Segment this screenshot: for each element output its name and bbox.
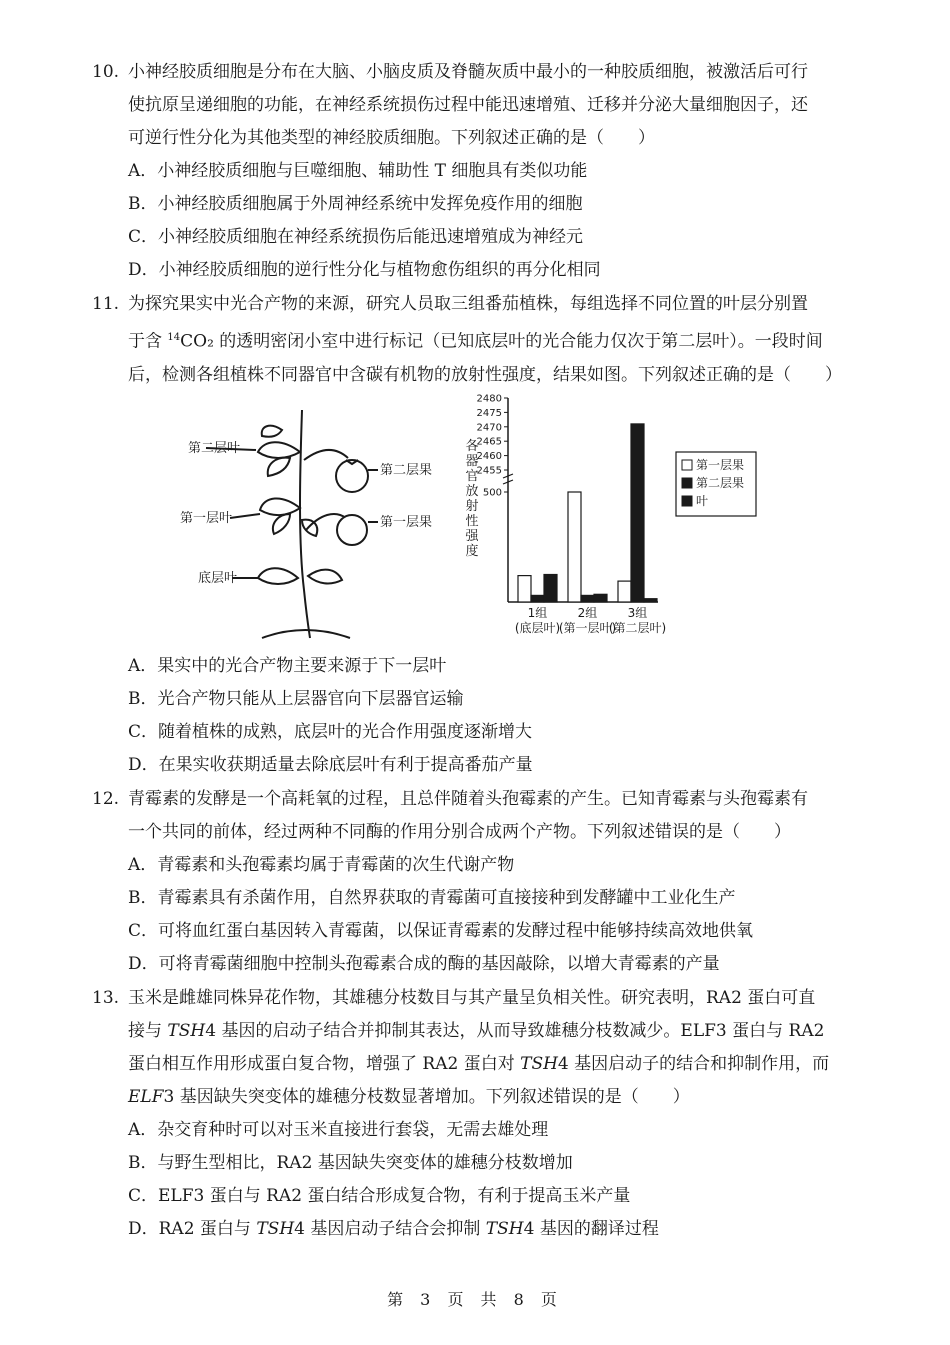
stem-line: 为探究果实中光合产物的来源，研究人员取三组番茄植株，每组选择不同位置的叶层分别置 xyxy=(128,294,808,314)
bar-1 xyxy=(618,581,631,602)
stem-line xyxy=(128,1015,852,1048)
option-b[interactable]: B．光合产物只能从上层器官向下层器官运输 xyxy=(128,689,464,709)
option-d[interactable] xyxy=(128,1213,848,1246)
y-tick-label: 2480 xyxy=(476,393,502,405)
option-b[interactable]: B．青霉素具有杀菌作用，自然界获取的青霉菌可直接接种到发酵罐中工业化生产 xyxy=(128,888,736,908)
bar-3 xyxy=(644,599,657,602)
option-b[interactable]: B．小神经胶质细胞属于外周神经系统中发挥免疫作用的细胞 xyxy=(128,194,583,214)
stem-text: 4 基因启动子的结合和抑制作用，而 xyxy=(557,1054,830,1074)
bar-3 xyxy=(594,594,607,602)
legend-swatch xyxy=(682,460,692,470)
stem-line: 后，检测各组植株不同器官中含碳有机物的放射性强度，结果如图。下列叙述正确的是（ ） xyxy=(128,364,842,385)
bar-2 xyxy=(631,424,644,602)
page-footer: 第 3 页 共 8 页 xyxy=(387,1290,563,1309)
question-stem xyxy=(128,982,852,1114)
option-c[interactable]: C．ELF3 蛋白与 RA2 蛋白结合形成复合物，有利于提高玉米产量 xyxy=(128,1186,631,1206)
x-category-label: 2组 xyxy=(577,606,598,620)
stem-line: 玉米是雌雄同株异花作物，其雄穗分枝数目与其产量呈负相关性。研究表明，RA2 蛋白可直 xyxy=(128,988,816,1008)
fruit-icon xyxy=(337,515,367,545)
option-c[interactable]: C．可将血红蛋白基因转入青霉菌，以保证青霉素的发酵过程中能够持续高效地供氧 xyxy=(128,921,754,941)
y-tick-label: 2470 xyxy=(476,422,502,434)
y-tick-label: 500 xyxy=(482,487,502,499)
stem-text: 接与 xyxy=(128,1021,168,1041)
question-10 xyxy=(92,56,852,155)
x-category-sublabel: (底层叶) xyxy=(514,621,561,635)
leaf-icon xyxy=(273,514,290,534)
fruit-branch xyxy=(304,450,348,460)
x-category-label: 1组 xyxy=(527,606,548,620)
y-axis-label-char: 射 xyxy=(465,499,479,514)
question-stem xyxy=(128,288,852,392)
stem-text: 3 基因缺失突变体的雄穗分枝数显著增加。下列叙述错误的是（ ） xyxy=(163,1087,690,1107)
y-axis-label-char: 强 xyxy=(465,529,479,544)
y-tick-label: 2475 xyxy=(476,407,502,419)
stem-line: 小神经胶质细胞是分布在大脑、小脑皮质及脊髓灰质中最小的一种胶质细胞，被激活后可行 xyxy=(128,62,808,82)
stem-text: 于含 xyxy=(128,331,168,352)
question-number: 11. xyxy=(92,294,120,314)
leaf-icon xyxy=(258,442,300,458)
option-b[interactable]: B．与野生型相比，RA2 基因缺失突变体的雄穗分枝数增加 xyxy=(128,1153,573,1173)
legend-swatch xyxy=(682,496,692,506)
option-a[interactable]: A．小神经胶质细胞与巨噬细胞、辅助性 T 细胞具有类似功能 xyxy=(128,161,588,181)
x-category-sublabel: (第二层叶) xyxy=(608,621,667,635)
stem-line xyxy=(128,1081,852,1114)
legend-label: 第二层果 xyxy=(696,476,745,490)
y-tick-label: 2465 xyxy=(476,436,502,448)
figure-plant-and-chart xyxy=(170,390,745,650)
option-text: 4 基因的翻译过程 xyxy=(523,1219,659,1239)
leaf-icon xyxy=(262,426,282,437)
stem-text: 4 基因的启动子结合并抑制其表达，从而导致雄穗分枝数减少。ELF3 蛋白与 RA2 xyxy=(205,1021,825,1041)
stem-line: 使抗原呈递细胞的功能，在神经系统损伤过程中能迅速增殖、迁移并分泌大量细胞因子，还 xyxy=(128,95,808,115)
option-a[interactable]: A．杂交育种时可以对玉米直接进行套袋，无需去雄处理 xyxy=(128,1120,549,1140)
gene-name: TSH xyxy=(167,1021,206,1041)
bar-1 xyxy=(518,576,531,602)
y-tick-label: 2455 xyxy=(476,465,502,477)
question-stem xyxy=(128,783,852,849)
question-number: 12. xyxy=(92,789,120,809)
bar-chart xyxy=(465,394,756,636)
question-number: 13. xyxy=(92,988,120,1008)
leaf-icon xyxy=(258,568,298,584)
option-c[interactable]: C．小神经胶质细胞在神经系统损伤后能迅速增殖成为神经元 xyxy=(128,227,584,247)
question-number: 10. xyxy=(92,62,120,82)
x-category-label: 3组 xyxy=(627,606,648,620)
gene-name: ELF xyxy=(128,1087,164,1107)
y-axis-label-char: 放 xyxy=(465,484,479,499)
option-d[interactable]: D．在果实收获期适量去除底层叶有利于提高番茄产量 xyxy=(128,755,533,775)
label-leaf-layer-2: 第二层叶 xyxy=(188,441,241,456)
stem-line: 一个共同的前体，经过两种不同酶的作用分别合成两个产物。下列叙述错误的是（ ） xyxy=(128,822,791,842)
stem-text: 蛋白相互作用形成蛋白复合物，增强了 RA2 蛋白对 xyxy=(128,1054,521,1074)
x-category-sublabel: (第一层叶) xyxy=(558,621,617,635)
question-13 xyxy=(92,982,852,1114)
stem-line: 青霉素的发酵是一个高耗氧的过程，且总伴随着头孢霉素的产生。已知青霉素与头孢霉素有 xyxy=(128,789,808,809)
question-stem xyxy=(128,56,852,155)
y-tick-label: 2460 xyxy=(476,451,502,463)
y-axis-label-char: 度 xyxy=(465,544,479,559)
legend-label: 叶 xyxy=(696,494,709,508)
y-axis-label-char: 各 xyxy=(465,439,479,454)
option-a[interactable]: A．果实中的光合产物主要来源于下一层叶 xyxy=(128,656,447,676)
y-axis-label-char: 器 xyxy=(465,454,479,469)
bar-2 xyxy=(531,595,544,602)
soil-line xyxy=(262,630,350,638)
bar-1 xyxy=(568,492,581,602)
label-fruit-layer-1: 第一层果 xyxy=(380,515,433,530)
stem-line: 可逆行性分化为其他类型的神经胶质细胞。下列叙述正确的是（ ） xyxy=(128,128,655,148)
leaf-icon xyxy=(268,458,290,476)
y-axis-label-char: 官 xyxy=(465,469,479,484)
leaf-icon xyxy=(260,498,300,515)
stem-line xyxy=(128,1048,852,1081)
gene-name: TSH xyxy=(256,1219,295,1239)
option-text: D．RA2 蛋白与 xyxy=(128,1219,257,1239)
question-12 xyxy=(92,783,852,849)
label-fruit-layer-2: 第二层果 xyxy=(380,463,433,478)
bar-3 xyxy=(544,575,557,603)
label-leaf-layer-1: 第一层叶 xyxy=(180,511,233,526)
option-text: 4 基因启动子结合会抑制 xyxy=(294,1219,486,1239)
bar-2 xyxy=(581,595,594,602)
gene-name: TSH xyxy=(485,1219,524,1239)
gene-name: TSH xyxy=(520,1054,558,1074)
label-pointer xyxy=(230,514,260,518)
option-c[interactable]: C．随着植株的成熟，底层叶的光合作用强度逐渐增大 xyxy=(128,722,533,742)
leaf-icon xyxy=(308,570,342,584)
stem-line xyxy=(128,321,852,359)
legend-swatch xyxy=(682,478,692,488)
option-d[interactable]: D．小神经胶质细胞的逆行性分化与植物愈伤组织的再分化相同 xyxy=(128,260,601,280)
y-axis-label-char: 性 xyxy=(465,514,479,529)
isotope-superscript: 14 xyxy=(167,332,181,343)
stem-text: CO₂ 的透明密闭小室中进行标记（已知底层叶的光合能力仅次于第二层叶）。一段时间 xyxy=(180,331,823,352)
label-leaf-bottom: 底层叶 xyxy=(198,571,238,586)
option-d[interactable]: D．可将青霉菌细胞中控制头孢霉素合成的酶的基因敲除，以增大青霉素的产量 xyxy=(128,954,720,974)
option-a[interactable]: A．青霉素和头孢霉素均属于青霉菌的次生代谢产物 xyxy=(128,855,515,875)
question-11 xyxy=(92,288,852,392)
legend-label: 第一层果 xyxy=(696,458,745,472)
